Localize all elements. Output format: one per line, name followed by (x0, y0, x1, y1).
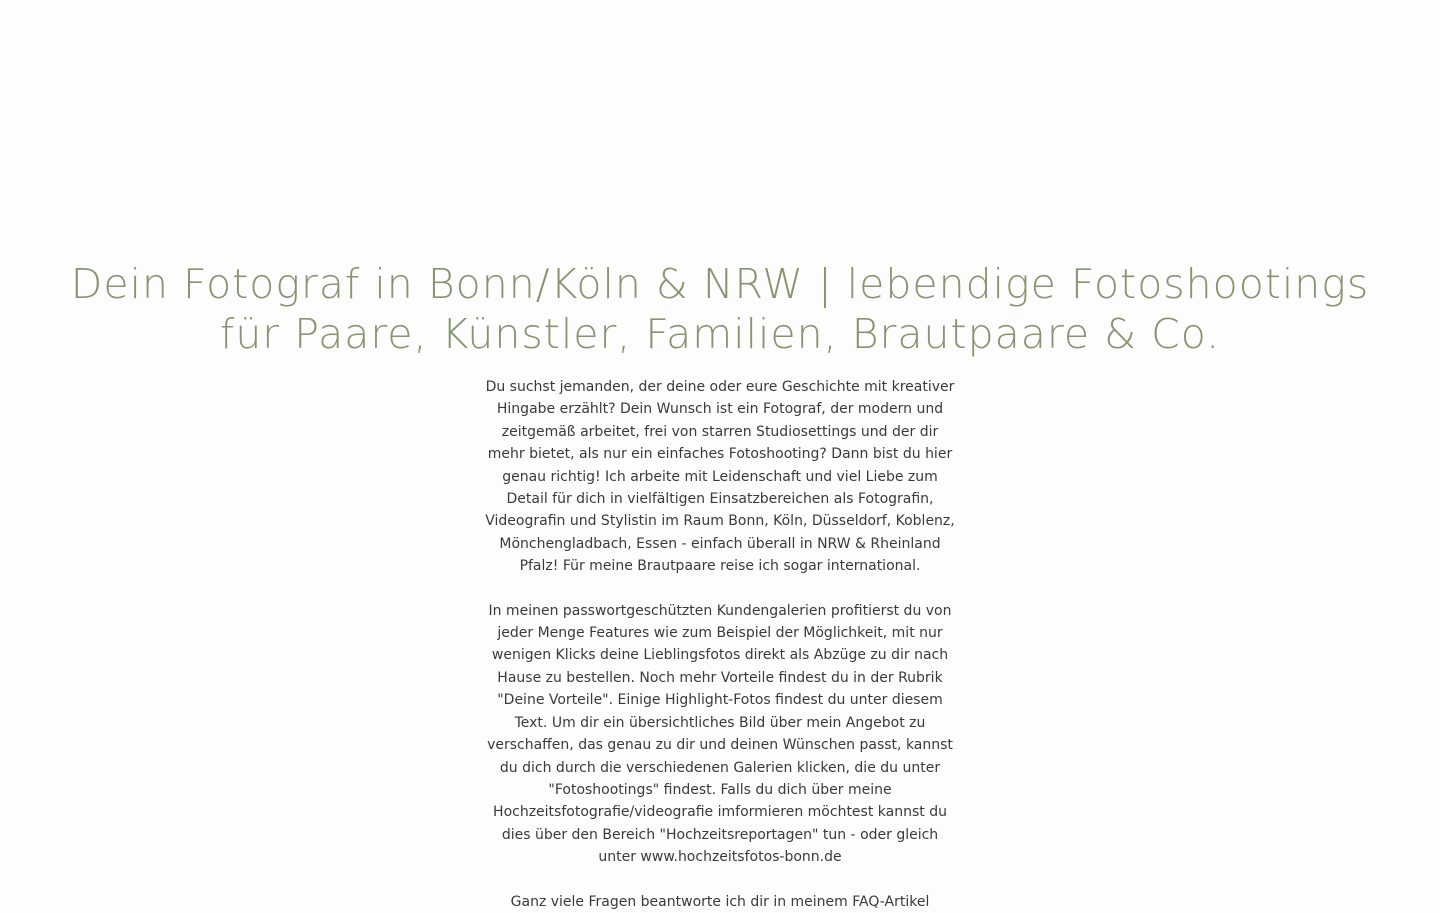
intro-text (470, 376, 970, 913)
page-title-line-2: für Paare, Künstler, Familien, Brautpaare & Co. (219, 310, 1221, 358)
intro-paragraph-3 (470, 891, 970, 913)
page-title (0, 259, 1440, 359)
text-line: jeder Menge Features wie zum Beispiel der Möglichkeit, mit nur (497, 625, 943, 642)
text-line: Detail für dich in vielfältigen Einsatzbereichen als Fotografin, (506, 491, 934, 508)
text-line: Mönchengladbach, Essen - einfach überall in NRW & Rheinland (499, 535, 941, 552)
text-line: Du suchst jemanden, der deine oder eure Geschichte mit kreativer (485, 379, 955, 395)
text-line: dies über den Bereich "Hochzeitsreportagen" tun - oder gleich (501, 826, 939, 843)
text-line: du dich durch die verschiedenen Galerien klicken, die du unter (499, 759, 941, 776)
text-line: Text. Um dir ein übersichtliches Bild über mein Angebot zu (514, 714, 926, 731)
page-title-line-1: Dein Fotograf in Bonn/Köln & NRW | lebendige Fotoshootings (70, 260, 1370, 308)
text-line: Hochzeitsfotografie/videografie imformieren möchtest kannst du (493, 804, 947, 821)
text-line: In meinen passwortgeschützten Kundengalerien profitierst du von (488, 602, 952, 619)
text-line: Hause zu bestellen. Noch mehr Vorteile findest du in der Rubrik (497, 669, 943, 686)
intro-paragraph-2 (470, 600, 970, 869)
text-line: verschaffen, das genau zu dir und deinen Wünschen passt, kannst (487, 737, 953, 754)
text-line: "Deine Vorteile". Einige Highlight-Fotos findest du unter diesem (497, 692, 943, 709)
text-line: genau richtig! Ich arbeite mit Leidenschaft und viel Liebe zum (502, 468, 938, 485)
text-line: mehr bietet, als nur ein einfaches Fotoshooting? Dann bist du hier (487, 446, 953, 463)
text-line: Videografin und Stylistin im Raum Bonn, Köln, Düsseldorf, Koblenz, (485, 513, 955, 530)
text-line: wenigen Klicks deine Lieblingsfotos direkt als Abzüge zu dir nach (491, 647, 949, 664)
intro-paragraph-1 (470, 376, 970, 578)
text-line: Hingabe erzählt? Dein Wunsch ist ein Fotograf, der modern und (496, 401, 944, 418)
text-line: "Fotoshootings" findest. Falls du dich über meine (548, 781, 892, 798)
text-line (470, 846, 970, 868)
text-line: Ganz viele Fragen beantworte ich dir in meinem FAQ-Artikel (510, 893, 930, 910)
website-link[interactable]: www.hochzeitsfotos-bonn.de (640, 849, 842, 866)
text-prefix: unter (598, 849, 641, 866)
text-line: zeitgemäß arbeitet, frei von starren Studiosettings und der dir (501, 423, 939, 440)
text-line: Pfalz! Für meine Brautpaare reise ich sogar international. (519, 558, 921, 575)
